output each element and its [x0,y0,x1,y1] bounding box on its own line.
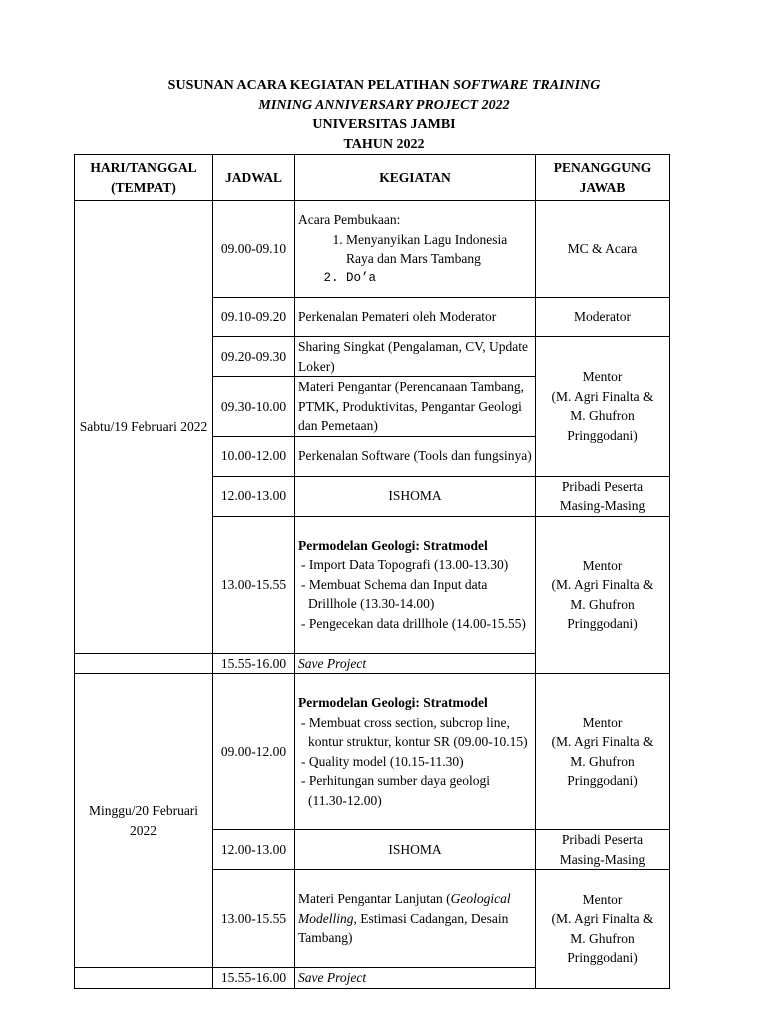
time-cell: 12.00-13.00 [213,830,295,870]
day2-date: Minggu/20 Februari 2022 [75,674,213,968]
activity-cell: Perkenalan Pemateri oleh Moderator [295,298,536,337]
title-line-2: MINING ANNIVERSARY PROJECT 2022 [258,97,510,113]
header-pic: PENANGGUNG JAWAB [536,155,670,201]
time-cell: 15.55-16.00 [213,653,295,674]
table-header-row [75,155,670,201]
activity-cell: Save Project [295,653,536,674]
pic-cell-mentor: Mentor (M. Agri Finalta & M. Ghufron Pringgodani) [536,870,670,989]
time-cell: 10.00-12.00 [213,436,295,476]
table-row [75,201,670,298]
header-activity: KEGIATAN [295,155,536,201]
list-item: - Import Data Topografi (13.00-13.30) [301,557,509,573]
time-cell: 13.00-15.55 [213,516,295,653]
activity-cell: Acara Pembukaan: 1. Menyanyikan Lagu Indonesia Raya dan Mars Tambang 2. Do’a [295,201,536,298]
list-item: - Pengecekan data drillhole (14.00-15.55) [301,615,526,631]
activity-cell: Materi Pengantar (Perencanaan Tambang, PTMK, Produktivitas, Pengantar Geologi dan Pemetaan) [295,377,536,437]
document-title [0,76,768,154]
title-line-3: UNIVERSITAS JAMBI [312,117,456,132]
list-item: - Membuat cross section, subcrop line, kontur struktur, kontur SR (09.00-10.15) [301,714,528,749]
pic-cell: Pribadi Peserta Masing-Masing [536,830,670,870]
time-cell: 09.30-10.00 [213,377,295,437]
pic-cell-mentor: Mentor (M. Agri Finalta & M. Ghufron Pringgodani) [536,337,670,477]
empty-day-cell [75,968,213,989]
list-item: - Quality model (10.15-11.30) [301,753,464,769]
activity-cell: ISHOMA [295,476,536,516]
activity-cell: Perkenalan Software (Tools dan fungsinya) [295,436,536,476]
schedule-table [74,154,670,989]
list-item: 1. Menyanyikan Lagu Indonesia Raya dan Mars Tambang [346,230,532,269]
title-line-1: SUSUNAN ACARA KEGIATAN PELATIHAN SOFTWARE TRAINING [167,78,601,93]
empty-day-cell [75,653,213,674]
pic-cell-mentor: Mentor (M. Agri Finalta & M. Ghufron Pringgodani) [536,674,670,830]
time-cell: 09.00-12.00 [213,674,295,830]
list-item: 2. Do’a [346,269,532,289]
activity-cell: Materi Pengantar Lanjutan (Geological Modelling, Estimasi Cadangan, Desain Tambang) [295,870,536,968]
pic-cell-mentor: Mentor (M. Agri Finalta & M. Ghufron Pringgodani) [536,516,670,674]
table-row [75,674,670,830]
time-cell: 12.00-13.00 [213,476,295,516]
time-cell: 09.10-09.20 [213,298,295,337]
header-time: JADWAL [213,155,295,201]
activity-cell: Permodelan Geologi: Stratmodel - Membuat cross section, subcrop line, kontur struktur, kontur SR (09.00-10.15) - Quality model (10.15-11.30) - Perhitungan sumber daya geologi (11.30-12.00) [295,674,536,830]
opening-list [298,230,532,289]
list-item: - Perhitungan sumber daya geologi (11.30-12.00) [301,773,490,808]
pic-cell: Moderator [536,298,670,337]
activity-cell: Save Project [295,968,536,989]
pic-cell: MC & Acara [536,201,670,298]
list-item: - Membuat Schema dan Input data Drillhole (13.30-14.00) [301,576,488,612]
time-cell: 13.00-15.55 [213,870,295,968]
activity-cell: Sharing Singkat (Pengalaman, CV, Update Loker) [295,337,536,377]
time-cell: 09.20-09.30 [213,337,295,377]
pic-cell: Pribadi Peserta Masing-Masing [536,476,670,516]
title-line-4: TAHUN 2022 [343,136,425,152]
header-day: HARI/TANGGAL (TEMPAT) [75,155,213,201]
time-cell: 15.55-16.00 [213,968,295,989]
activity-cell: Permodelan Geologi: Stratmodel - Import Data Topografi (13.00-13.30) - Membuat Schema dan Input data Drillhole (13.30-14.00) - Pengecekan data drillhole (14.00-15.55) [295,516,536,653]
activity-cell: ISHOMA [295,830,536,870]
day1-date: Sabtu/19 Februari 2022 [75,201,213,654]
time-cell: 09.00-09.10 [213,201,295,298]
